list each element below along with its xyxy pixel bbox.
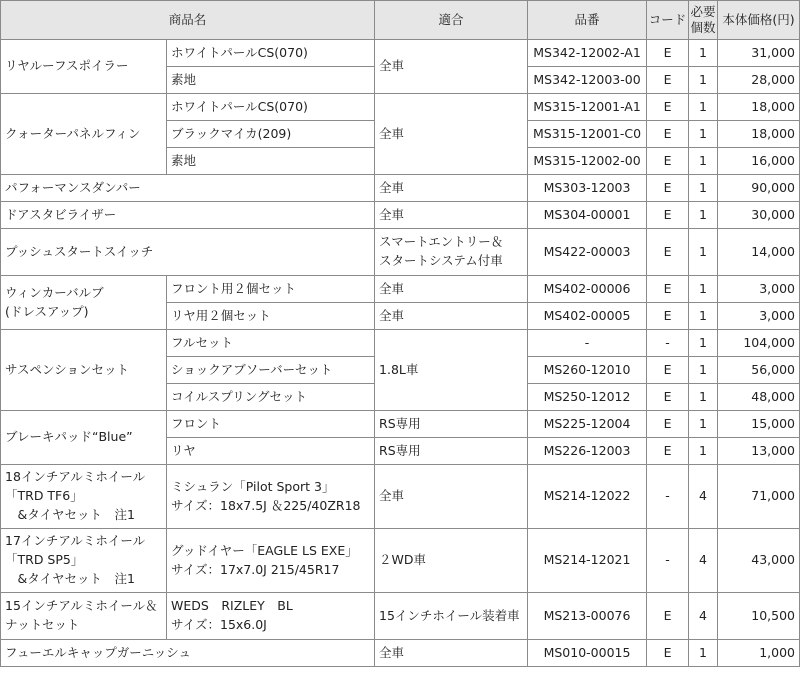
table-row (1, 529, 800, 593)
part-number: MS315-12001-C0 (528, 121, 647, 148)
variant-line: グッドイヤー「EAGLE LS EXE」 (171, 542, 358, 558)
fit-cell: ２WD車 (375, 529, 528, 593)
qty-cell: 1 (689, 121, 718, 148)
variant-name: リヤ (167, 438, 375, 465)
table-row (1, 94, 800, 121)
qty-cell: 4 (689, 465, 718, 529)
fit-cell (375, 229, 528, 276)
group-name (1, 276, 167, 330)
qty-cell: 1 (689, 303, 718, 330)
variant-name (167, 529, 375, 593)
code-cell: E (647, 175, 689, 202)
part-number: MS226-12003 (528, 438, 647, 465)
qty-cell: 1 (689, 357, 718, 384)
fit-cell: 1.8L車 (375, 330, 528, 411)
qty-cell: 1 (689, 67, 718, 94)
price-cell: 15,000 (718, 411, 800, 438)
price-cell: 43,000 (718, 529, 800, 593)
fit-cell: 15インチホイール装着車 (375, 593, 528, 640)
group-line: ウィンカーバルブ (5, 284, 104, 300)
group-line: (ドレスアップ) (5, 303, 89, 319)
variant-name: ホワイトパールCS(070) (167, 94, 375, 121)
table-row (1, 276, 800, 303)
qty-cell: 1 (689, 411, 718, 438)
price-cell: 16,000 (718, 148, 800, 175)
qty-cell: 1 (689, 94, 718, 121)
header-fit: 適合 (375, 1, 528, 40)
fit-cell: RS専用 (375, 411, 528, 438)
group-name: リヤルーフスポイラー (1, 40, 167, 94)
part-number: MS225-12004 (528, 411, 647, 438)
fit-cell: 全車 (375, 94, 528, 175)
group-line: 15インチアルミホイール＆ (5, 598, 158, 614)
variant-line: サイズ：18x7.5J ＆225/40ZR18 (171, 497, 361, 513)
variant-name: コイルスプリングセット (167, 384, 375, 411)
price-cell: 18,000 (718, 121, 800, 148)
code-cell: E (647, 438, 689, 465)
variant-name: ホワイトパールCS(070) (167, 40, 375, 67)
part-number: MS010-00015 (528, 640, 647, 667)
qty-cell: 1 (689, 330, 718, 357)
fit-cell: RS専用 (375, 438, 528, 465)
fit-cell: 全車 (375, 465, 528, 529)
qty-cell: 4 (689, 529, 718, 593)
part-number: MS213-00076 (528, 593, 647, 640)
code-cell: E (647, 303, 689, 330)
product-name: パフォーマンスダンパー (1, 175, 375, 202)
header-part-number: 品番 (528, 1, 647, 40)
code-cell: E (647, 229, 689, 276)
variant-name: リヤ用２個セット (167, 303, 375, 330)
variant-line: サイズ：15x6.0J (171, 617, 267, 632)
qty-cell: 1 (689, 202, 718, 229)
price-cell: 13,000 (718, 438, 800, 465)
code-cell: E (647, 202, 689, 229)
product-name: プッシュスタートスイッチ (1, 229, 375, 276)
table-row (1, 411, 800, 438)
variant-name: フルセット (167, 330, 375, 357)
variant-name: 素地 (167, 67, 375, 94)
fit-cell: 全車 (375, 303, 528, 330)
variant-name (167, 465, 375, 529)
price-cell: 1,000 (718, 640, 800, 667)
qty-cell: 1 (689, 148, 718, 175)
header-quantity (689, 1, 718, 40)
price-cell: 90,000 (718, 175, 800, 202)
part-number: - (528, 330, 647, 357)
price-cell: 10,500 (718, 593, 800, 640)
qty-cell: 4 (689, 593, 718, 640)
code-cell: E (647, 67, 689, 94)
code-cell: E (647, 384, 689, 411)
group-name: ブレーキパッド“Blue” (1, 411, 167, 465)
code-cell: E (647, 121, 689, 148)
price-cell: 28,000 (718, 67, 800, 94)
group-line: ナットセット (5, 617, 80, 632)
table-header-row (1, 1, 800, 40)
qty-cell: 1 (689, 40, 718, 67)
fit-cell: 全車 (375, 640, 528, 667)
qty-cell: 1 (689, 175, 718, 202)
variant-name (167, 593, 375, 640)
fit-cell: 全車 (375, 40, 528, 94)
qty-cell: 1 (689, 384, 718, 411)
variant-name: ショックアブソーバーセット (167, 357, 375, 384)
table-row (1, 202, 800, 229)
group-name: サスペンションセット (1, 330, 167, 411)
fit-cell: 全車 (375, 175, 528, 202)
price-cell: 56,000 (718, 357, 800, 384)
part-number: MS422-00003 (528, 229, 647, 276)
header-quantity-line2: 個数 (690, 20, 716, 35)
price-cell: 30,000 (718, 202, 800, 229)
code-cell: E (647, 411, 689, 438)
group-line: 「TRD TF6」 (5, 488, 83, 504)
fit-line: スマートエントリー＆ (379, 234, 504, 250)
header-quantity-line1: 必要 (690, 3, 716, 19)
part-number: MS214-12022 (528, 465, 647, 529)
code-cell: - (647, 465, 689, 529)
code-cell: - (647, 330, 689, 357)
group-line: &タイヤセット 注1 (5, 570, 135, 586)
price-cell: 71,000 (718, 465, 800, 529)
variant-line: サイズ：17x7.0J 215/45R17 (171, 561, 340, 577)
table-row (1, 593, 800, 640)
group-line: 18インチアルミホイール (5, 469, 146, 485)
code-cell: E (647, 148, 689, 175)
code-cell: - (647, 529, 689, 593)
group-name (1, 593, 167, 640)
table-row (1, 175, 800, 202)
qty-cell: 1 (689, 438, 718, 465)
table-row (1, 330, 800, 357)
code-cell: E (647, 40, 689, 67)
header-code: コード (647, 1, 689, 40)
variant-name: フロント用２個セット (167, 276, 375, 303)
part-number: MS304-00001 (528, 202, 647, 229)
group-line: &タイヤセット 注1 (5, 506, 135, 522)
qty-cell: 1 (689, 640, 718, 667)
qty-cell: 1 (689, 276, 718, 303)
part-number: MS315-12002-00 (528, 148, 647, 175)
price-cell: 104,000 (718, 330, 800, 357)
group-name: クォーターパネルフィン (1, 94, 167, 175)
part-number: MS342-12002-A1 (528, 40, 647, 67)
table-row (1, 40, 800, 67)
group-name (1, 529, 167, 593)
part-number: MS402-00005 (528, 303, 647, 330)
variant-name: フロント (167, 411, 375, 438)
code-cell: E (647, 640, 689, 667)
part-number: MS315-12001-A1 (528, 94, 647, 121)
part-number: MS402-00006 (528, 276, 647, 303)
table-row (1, 229, 800, 276)
table-row (1, 640, 800, 667)
code-cell: E (647, 593, 689, 640)
group-line: 「TRD SP5」 (5, 552, 84, 568)
table-row (1, 465, 800, 529)
product-name: ドアスタビライザー (1, 202, 375, 229)
code-cell: E (647, 94, 689, 121)
price-cell: 3,000 (718, 276, 800, 303)
price-cell: 48,000 (718, 384, 800, 411)
header-product-name: 商品名 (1, 1, 375, 40)
header-price: 本体価格(円) (718, 1, 800, 40)
code-cell: E (647, 357, 689, 384)
group-name (1, 465, 167, 529)
fit-cell: 全車 (375, 202, 528, 229)
price-cell: 3,000 (718, 303, 800, 330)
variant-name: 素地 (167, 148, 375, 175)
fit-cell: 全車 (375, 276, 528, 303)
product-name: フューエルキャップガーニッシュ (1, 640, 375, 667)
code-cell: E (647, 276, 689, 303)
price-cell: 31,000 (718, 40, 800, 67)
variant-line: ミシュラン「Pilot Sport 3」 (171, 478, 335, 494)
variant-line: WEDS RIZLEY BL (171, 598, 293, 614)
part-number: MS342-12003-00 (528, 67, 647, 94)
group-line: 17インチアルミホイール (5, 533, 146, 549)
variant-name: ブラックマイカ(209) (167, 121, 375, 148)
part-number: MS303-12003 (528, 175, 647, 202)
part-number: MS260-12010 (528, 357, 647, 384)
fit-line: スタートシステム付車 (379, 253, 503, 268)
qty-cell: 1 (689, 229, 718, 276)
part-number: MS250-12012 (528, 384, 647, 411)
price-cell: 18,000 (718, 94, 800, 121)
part-number: MS214-12021 (528, 529, 647, 593)
price-cell: 14,000 (718, 229, 800, 276)
